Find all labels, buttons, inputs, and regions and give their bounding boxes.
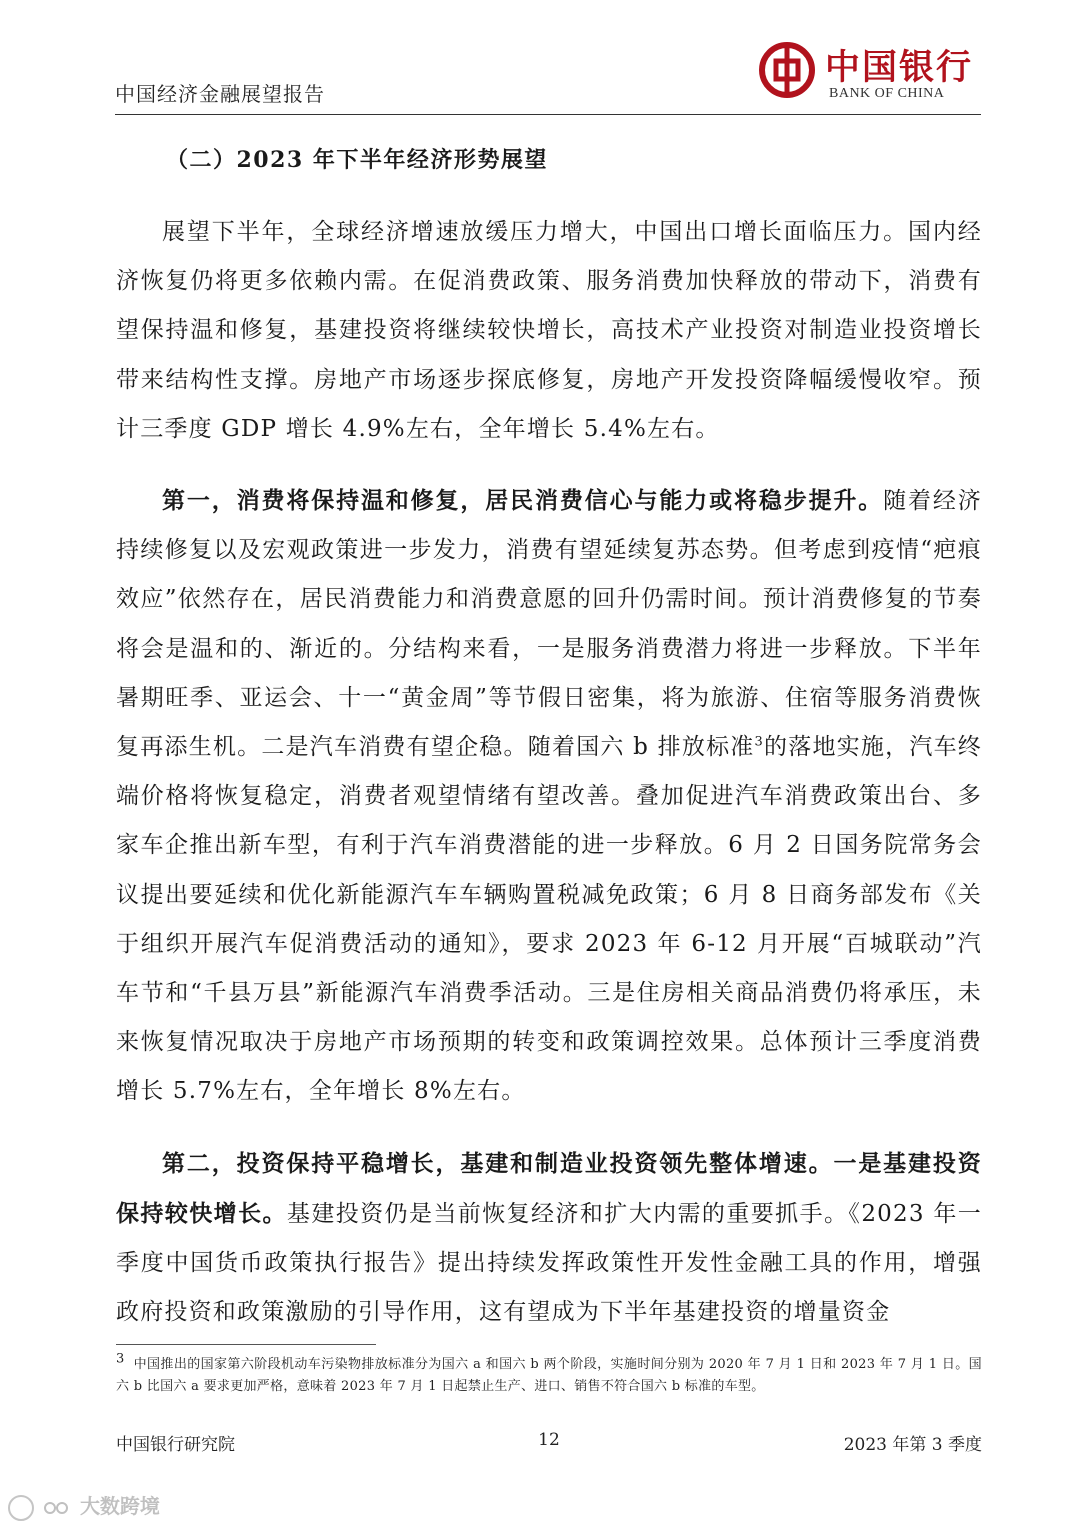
paragraph-investment-lead: 第二，投资保持平稳增长，基建和制造业投资领先整体增速。一是基建投资保持较快增长。 <box>116 1149 982 1227</box>
page-header <box>115 38 981 115</box>
bank-of-china-logo <box>759 38 974 108</box>
page-number: 12 <box>538 1430 560 1450</box>
logo-chinese-text: 中国银行 <box>825 47 974 88</box>
report-title: 中国经济金融展望报告 <box>115 82 325 106</box>
footnote-reference[interactable]: 3 <box>754 734 764 750</box>
logo-english-text: BANK OF CHINA <box>829 86 945 101</box>
paragraph-consumption-text-a: 随着经济持续修复以及宏观政策进一步发力，消费有望延续复苏态势。但考虑到疫情“疤痕效应”依然存在，居民消费能力和消费意愿的回升仍需时间。预计消费修复的节奏将会是温和的、渐近的。分结构来看，一是服务消费潜力将进一步释放。下半年暑期旺季、亚运会、十一“黄金周”等节假日密集，将为旅游、住宿等服务消费恢复再添生机。二是汽车消费有望企稳。随着国六 b 排放标准 <box>116 488 982 761</box>
footer-institute: 中国银行研究院 <box>116 1435 235 1455</box>
main-content <box>116 140 982 1359</box>
watermark-glasses-icon <box>43 1501 69 1515</box>
section-heading: （二）2023 年下半年经济形势展望 <box>166 147 548 173</box>
paragraph-outlook: 展望下半年，全球经济增速放缓压力增大，中国出口增长面临压力。国内经济恢复仍将更多依赖内需。在促消费政策、服务消费加快释放的带动下，消费有望保持温和修复，基建投资将继续较快增长，高技术产业投资对制造业投资增长带来结构性支撑。房地产市场逐步探底修复，房地产开发投资降幅缓慢收窄。预计三季度 GDP 增长 4.9%左右，全年增长 5.4%左右。 <box>116 219 982 442</box>
paragraph-investment-text: 基建投资仍是当前恢复经济和扩大内需的重要抓手。《2023 年一季度中国货币政策执行报告》提出持续发挥政策性开发性金融工具的作用，增强政府投资和政策激励的引导作用，这有望成为下半年基建投资的增量资金 <box>116 1200 983 1326</box>
bank-of-china-emblem-icon <box>759 42 815 98</box>
watermark-text: 大数跨境 <box>79 1494 160 1518</box>
page-footer <box>116 1430 982 1460</box>
footnote-divider <box>116 1344 376 1345</box>
paragraph-consumption-text-b: 的落地实施，汽车终端价格将恢复稳定，消费者观望情绪有望改善。叠加促进汽车消费政策出台、多家车企推出新车型，有利于汽车消费潜能的进一步释放。6 月 2 日国务院常务会议提出要延续和优化新能源汽车车辆购置税减免政策；6 月 8 日商务部发布《关于组织开展汽车促消费活动的通知》，要求 2023 年 6-12 月开展“百城联动”汽车节和“千县万县”新能源汽车消费季活动。三是住房相关商品消费仍将承压，未来恢复情况取决于房地产市场预期的转变和政策调控效果。总体预计三季度消费增长 5.7%左右，全年增长 8%左右。 <box>116 734 982 1105</box>
footnote-text: 中国推出的国家第六阶段机动车污染物排放标准分为国六 a 和国六 b 两个阶段，实施时间分别为 2020 年 7 月 1 日和 2023 年 7 月 1 日。国六 b 比国六 a 要求更加严格，意味着 2023 年 7 月 1 日起禁止生产、进口、销售不符合国六 b 标准的车型。 <box>116 1357 982 1394</box>
paragraph-consumption <box>116 476 982 1117</box>
footer-period: 2023 年第 3 季度 <box>843 1435 982 1455</box>
footnote-mark: 3 <box>116 1351 125 1367</box>
footnote <box>116 1351 982 1398</box>
watermark <box>8 1490 160 1518</box>
paragraph-investment <box>116 1139 982 1338</box>
paragraph-consumption-lead: 第一，消费将保持温和修复，居民消费信心与能力或将稳步提升。 <box>162 487 884 515</box>
watermark-logo-icon <box>8 1495 34 1521</box>
